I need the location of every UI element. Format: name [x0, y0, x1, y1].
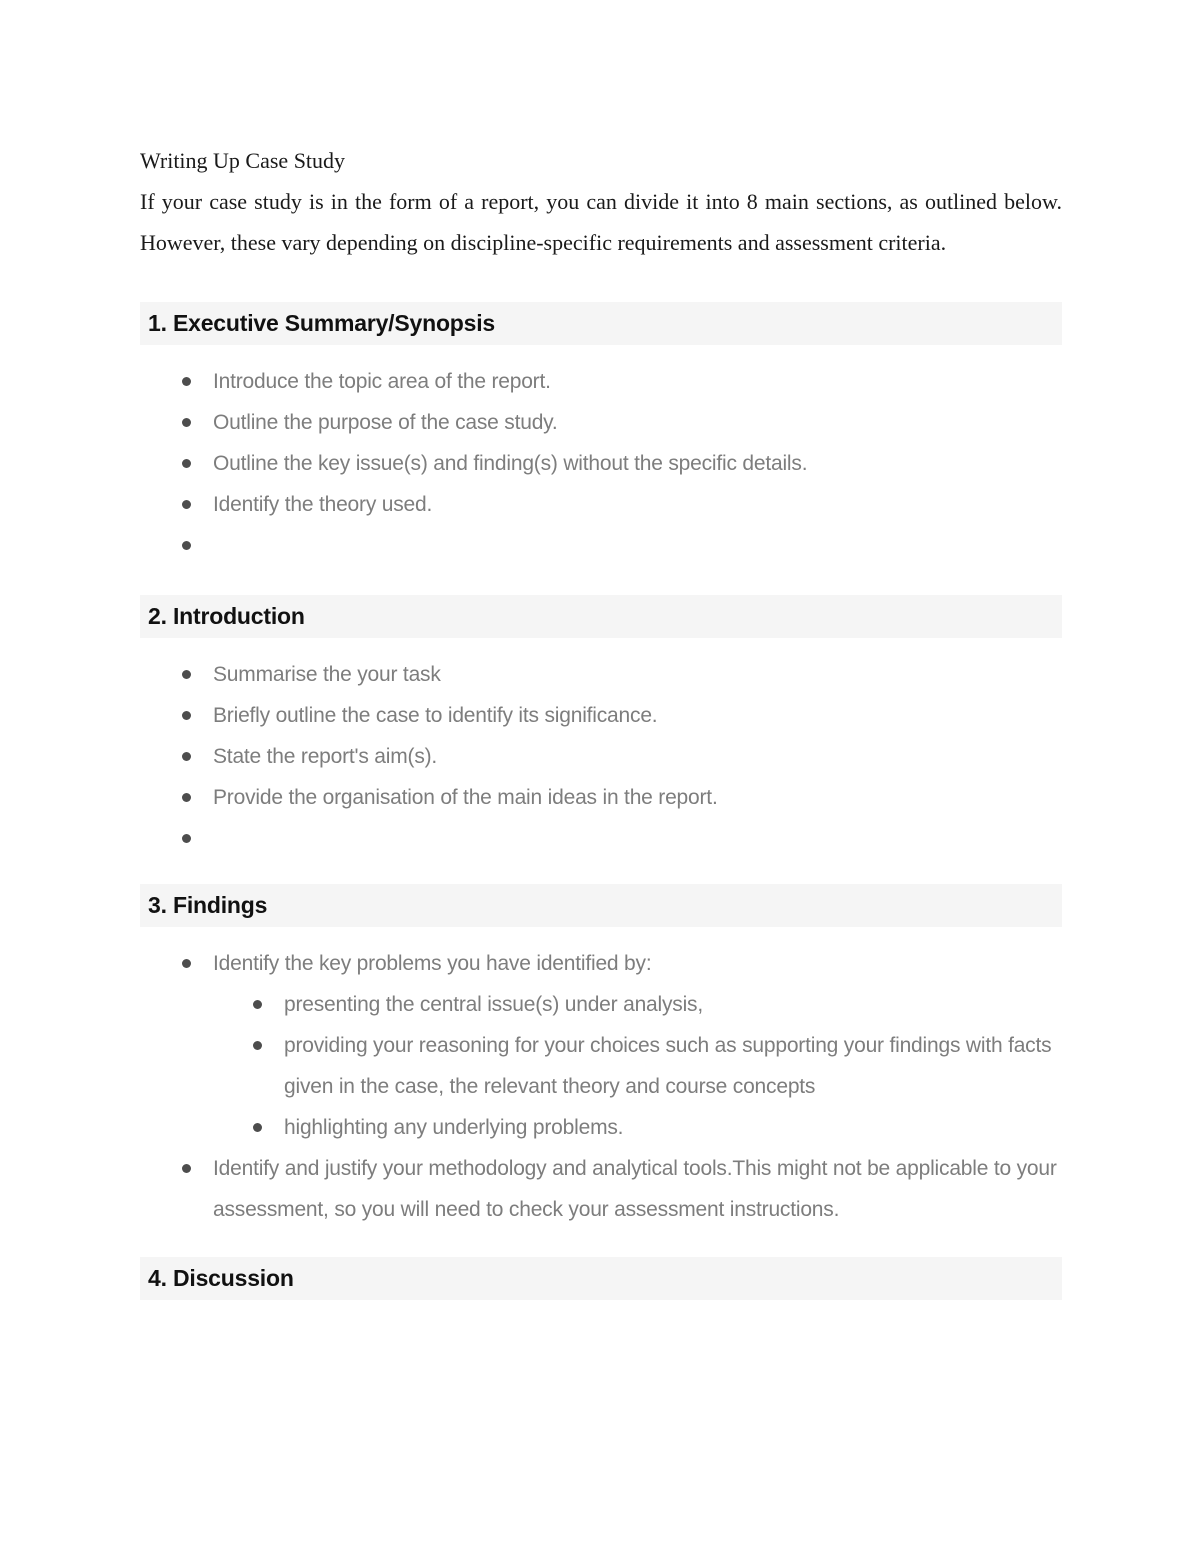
list-item: [140, 443, 1062, 484]
section-heading-bar: [140, 302, 1062, 345]
list-item-text: Identify the theory used.: [213, 493, 433, 516]
bullet-icon: [182, 793, 191, 802]
section-heading-bar: [140, 1257, 1062, 1300]
bullet-icon: [253, 1000, 262, 1009]
section-heading-bar: [140, 595, 1062, 638]
document-title: Writing Up Case Study: [140, 148, 346, 173]
list-item-nested: [140, 1025, 1062, 1107]
bullet-list: [140, 943, 1062, 1230]
list-item: [140, 1148, 1062, 1230]
list-item: [140, 402, 1062, 443]
list-item-text: providing your reasoning for your choices such as supporting your findings with facts given in the case, the relevant theory and course concepts: [284, 1034, 1052, 1098]
bullet-icon: [182, 711, 191, 720]
bullet-icon: [182, 670, 191, 679]
section-findings: [140, 884, 1062, 1230]
list-item-text: Outline the purpose of the case study.: [213, 411, 558, 434]
list-item-nested: [140, 984, 1062, 1025]
list-item: [140, 361, 1062, 402]
bullet-icon: [182, 959, 191, 968]
list-item-text: State the report's aim(s).: [213, 745, 438, 768]
bullet-icon: [182, 418, 191, 427]
list-item-nested: [140, 1107, 1062, 1148]
section-heading: 3. Findings: [148, 892, 268, 918]
bullet-icon: [182, 377, 191, 386]
list-item: [140, 484, 1062, 525]
list-item-text: Summarise the your task: [213, 663, 441, 686]
list-item: [140, 777, 1062, 818]
bullet-icon: [182, 834, 191, 843]
bullet-icon: [182, 500, 191, 509]
list-item-empty: [140, 818, 1062, 859]
bullet-icon: [253, 1041, 262, 1050]
section-discussion: [140, 1257, 1062, 1300]
bullet-icon: [182, 1164, 191, 1173]
bullet-list: [140, 361, 1062, 566]
list-item-text: Provide the organisation of the main ideas in the report.: [213, 786, 718, 809]
bullet-icon: [182, 459, 191, 468]
list-item: [140, 943, 1062, 984]
bullet-icon: [182, 752, 191, 761]
list-item-text: presenting the central issue(s) under analysis,: [284, 993, 703, 1016]
section-introduction: [140, 595, 1062, 859]
list-item-text: Briefly outline the case to identify its significance.: [213, 704, 658, 727]
list-item-text: Identify and justify your methodology and analytical tools.This might not be applicable to your assessment, so you will need to check your assessment instructions.: [213, 1157, 1057, 1221]
section-heading: 2. Introduction: [148, 603, 305, 629]
intro-paragraph: If your case study is in the form of a report, you can divide it into 8 main sections, as outlined below. However, these vary depending on discipline-specific requirements and assessment criteria.: [140, 189, 1062, 255]
list-item-empty: [140, 525, 1062, 566]
list-item-text: Outline the key issue(s) and finding(s) without the specific details.: [213, 452, 808, 475]
section-heading-bar: [140, 884, 1062, 927]
bullet-icon: [182, 541, 191, 550]
list-item: [140, 736, 1062, 777]
list-item: [140, 654, 1062, 695]
section-executive-summary: [140, 302, 1062, 566]
bullet-icon: [253, 1123, 262, 1132]
list-item: [140, 695, 1062, 736]
list-item-text: Introduce the topic area of the report.: [213, 370, 551, 393]
list-item-text: Identify the key problems you have identified by:: [213, 952, 652, 975]
list-item-text: highlighting any underlying problems.: [284, 1116, 624, 1139]
section-heading: 1. Executive Summary/Synopsis: [148, 310, 496, 336]
bullet-list: [140, 654, 1062, 859]
section-heading: 4. Discussion: [148, 1265, 294, 1291]
